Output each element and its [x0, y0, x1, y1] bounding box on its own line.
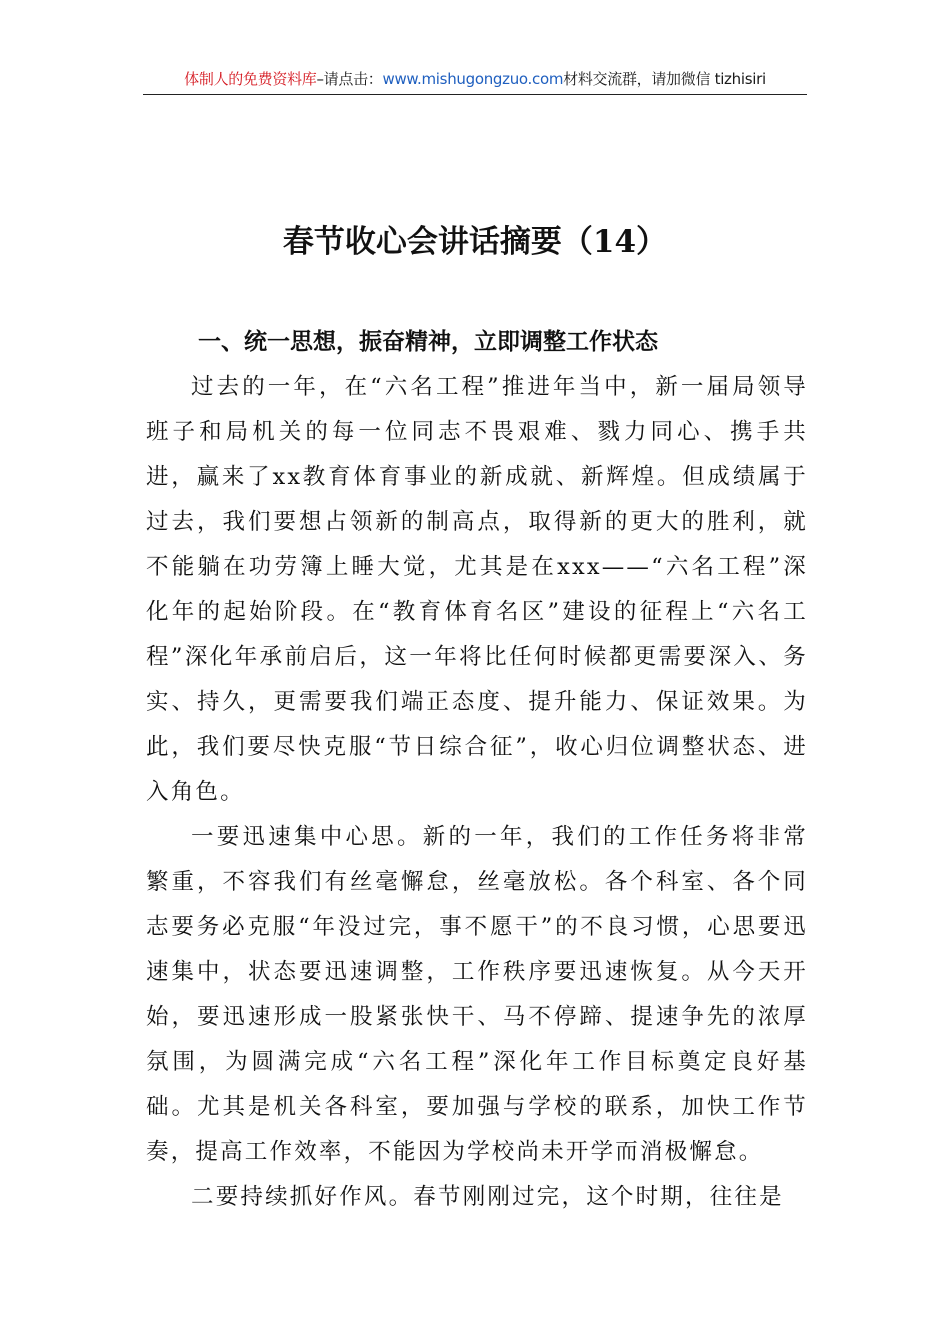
paragraph-2: 一要迅速集中心思。新的一年，我们的工作任务将非常繁重，不容我们有丝毫懈怠，丝毫放松。各个科室、各个同志要务必克服“年没过完，事不愿干”的不良习惯，心思要迅速集中，状态要迅速调整，工作秩序要迅速恢复。从今天开始，要迅速形成一股紧张快干、马不停蹄、提速争先的浓厚氛围，为圆满完成“六名工程”深化年工作目标奠定良好基础。尤其是机关各科室，要加强与学校的联系，加快工作节奏，提高工作效率，不能因为学校尚未开学而消极懈怠。 [146, 824, 808, 1165]
section-heading: 一、统一思想，振奋精神，立即调整工作状态 [198, 329, 658, 355]
page-header [143, 66, 807, 95]
document-title: 春节收心会讲话摘要（14） [282, 224, 668, 260]
header-link[interactable]: www.mishugongzuo.com [382, 70, 564, 88]
paragraph-3: 二要持续抓好作风。春节刚刚过完，这个时期，往往是 [191, 1184, 784, 1210]
header-prompt: –请点击： [316, 70, 383, 88]
paragraph-1: 过去的一年，在“六名工程”推进年当中，新一届局领导班子和局机关的每一位同志不畏艰难、戮力同心、携手共进，赢来了xx教育体育事业的新成就、新辉煌。但成绩属于过去，我们要想占领新的制高点，取得新的更大的胜利，就不能躺在功劳簿上睡大觉，尤其是在xxx——“六名工程”深化年的起始阶段。在“教育体育名区”建设的征程上“六名工程”深化年承前启后，这一年将比任何时候都更需要深入、务实、持久，更需要我们端正态度、提升能力、保证效果。为此，我们要尽快克服“节日综合征”，收心归位调整状态、进入角色。 [146, 374, 808, 805]
header-brand: 体制人的免费资料库 [184, 70, 317, 88]
header-contact: 材料交流群，请加微信 tizhisiri [563, 70, 766, 88]
document-body [146, 320, 808, 1220]
